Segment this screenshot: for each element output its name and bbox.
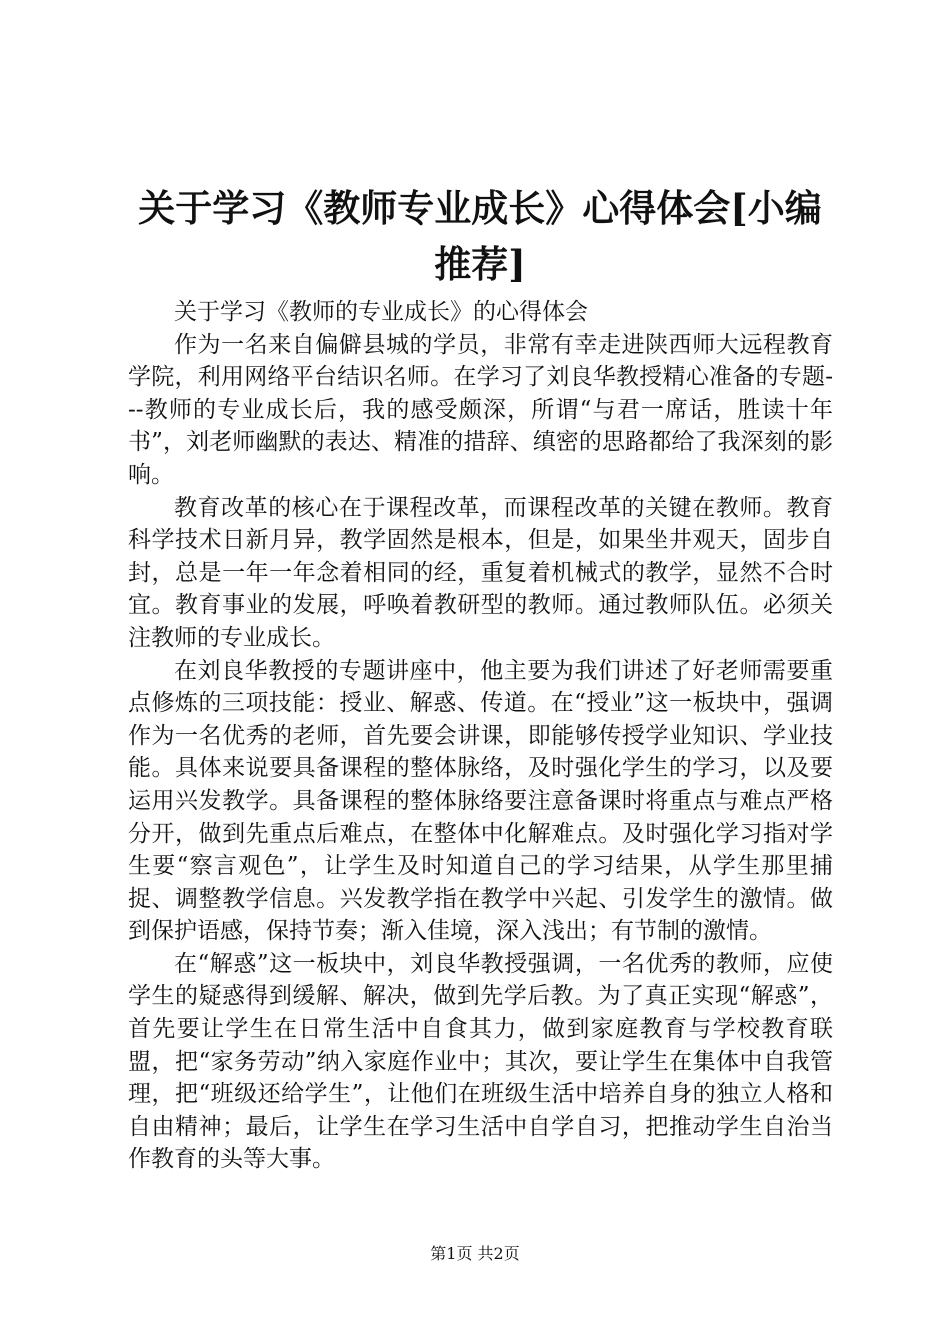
paragraph-2: 教育改革的核心在于课程改革，而课程改革的关键在教师。教育科学技术日新月异，教学固然是根本，但是，如果坐井观天，固步自封，总是一年一年念着相同的经，重复着机械式的教学，显然不合时宜。教育事业的发展，呼唤着教研型的教师。通过教师队伍。必须关注教师的专业成长。 — [128, 494, 833, 651]
document-body — [128, 296, 833, 1176]
page-footer — [0, 1244, 950, 1264]
document-title: 关于学习《教师专业成长》心得体会[小编推荐] — [138, 186, 822, 286]
paragraph-4: 在“解惑”这一板块中，刘良华教授强调，一名优秀的教师，应使学生的疑惑得到缓解、解决，做到先学后教。为了真正实现“解惑”，首先要让学生在日常生活中自食其力，做到家庭教育与学校教育联盟，把“家务劳动”纳入家庭作业中；其次，要让学生在集体中自我管理，把“班级还给学生”，让他们在班级生活中培养自身的独立人格和自由精神；最后，让学生在学习生活中自学自习，把推动学生自治当作教育的头等大事。 — [128, 950, 833, 1173]
page-number: 第1页 共2页 — [430, 1244, 520, 1263]
document-subtitle: 关于学习《教师的专业成长》的心得体会 — [174, 299, 588, 325]
paragraph-3: 在刘良华教授的专题讲座中，他主要为我们讲述了好老师需要重点修炼的三项技能：授业、解惑、传道。在“授业”这一板块中，强调作为一名优秀的老师，首先要会讲课，即能够传授学业知识、学业技能。具体来说要具备课程的整体脉络，及时强化学生的学习，以及要运用兴发教学。具备课程的整体脉络要注意备课时将重点与难点严格分开，做到先重点后难点，在整体中化解难点。及时强化学习指对学生要“察言观色”，让学生及时知道自己的学习结果，从学生那里捕捉、调整教学信息。兴发教学指在教学中兴起、引发学生的激情。做到保护语感，保持节奏；渐入佳境，深入浅出；有节制的激情。 — [128, 657, 833, 945]
paragraph-1: 作为一名来自偏僻县城的学员，非常有幸走进陕西师大远程教育学院，利用网络平台结识名师。在学习了刘良华教授精心准备的专题---教师的专业成长后，我的感受颇深，所谓“与君一席话，胜读十年书”，刘老师幽默的表达、精准的措辞、缜密的思路都给了我深刻的影响。 — [128, 331, 833, 488]
